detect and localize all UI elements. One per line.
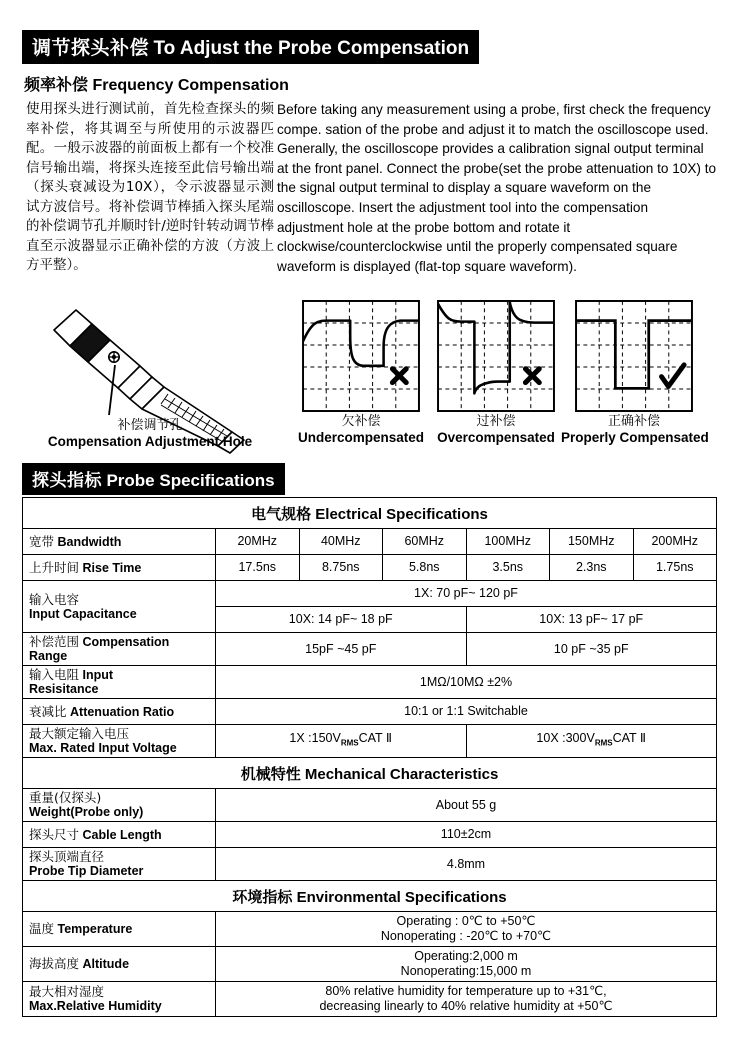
humidity-value [216,982,717,1017]
row-label-cable-length [23,822,216,848]
table-row-max-rated-input-voltage [23,725,717,758]
tip-diameter-value: 4.8mm [216,848,717,881]
bandwidth-value-4: 100MHz [466,529,550,555]
input-resistance-label-en: Input [82,668,114,682]
waveform-1-caption [288,414,434,446]
attenuation-ratio-label-en: Attenuation Ratio [70,704,175,719]
sub-heading [24,72,289,95]
row-label-humidity [23,982,216,1017]
max-voltage-right-sub: RMS [594,738,613,748]
temperature-value-line1: Operating : 0℃ to +50℃ [396,914,536,928]
specs-section-banner [22,463,285,495]
waveform-3-caption-en: Properly Compensated [561,430,709,445]
altitude-label-en: Altitude [82,957,130,971]
waveform-properly-compensated-graph [575,300,693,412]
altitude-value-line2: Nonoperating:15,000 m [400,964,532,978]
waveform-3-caption-cn: 正确补偿 [607,414,660,429]
altitude-label-cn: 海拔高度 [29,956,80,971]
waveform-2-caption-en: Overcompensated [437,430,555,445]
body-paragraph-chinese: 使用探头进行测试前，首先检查探头的频率补偿，将其调至与所使用的示波器匹配。一般示波器的前面板上都有一个校准信号输出端，将探头连接至此信号输出端（探头衰减设为10X），令示波器显示测试方波信号。将补偿调节棒插入探头尾端的补偿调节孔并顺时针/逆时针转动调节棒直至示波器显示正确补偿的方波（方波上方平整）。 [26,101,274,273]
bandwidth-value-5: 150MHz [550,529,634,555]
rise-time-value-2: 8.75ns [299,555,383,581]
waveform-figure-properly-compensated [561,300,707,446]
max-voltage-left-pre: 1X :150V [289,731,341,746]
row-label-input-capacitance [23,581,216,633]
rise-time-label-en: Rise Time [82,560,142,575]
compensation-range-label-en2: Range [29,649,68,663]
weight-label-cn: 重量(仅探头) [29,790,102,805]
section-environmental-cn: 环境指标 [232,887,293,906]
rise-time-label-cn: 上升时间 [29,559,80,575]
section-electrical-cn: 电气规格 [251,504,312,523]
row-label-attenuation-ratio [23,699,216,725]
waveform-3-caption [561,414,707,446]
row-label-bandwidth [23,529,216,555]
cable-length-value: 110±2cm [216,822,717,848]
rise-time-value-6: 1.75ns [633,555,717,581]
max-voltage-right-pre: 10X :300V [536,731,595,746]
max-voltage-value-right [466,725,717,758]
compensation-range-value-left: 15pF ~45 pF [216,633,467,666]
attenuation-ratio-value: 10:1 or 1:1 Switchable [216,699,717,725]
attenuation-ratio-label-cn: 衰减比 [29,703,67,719]
section-header-environmental [23,881,717,912]
cable-length-label-en: Cable Length [82,827,162,842]
rise-time-value-1: 17.5ns [216,555,300,581]
max-voltage-left-post: CAT Ⅱ [358,731,393,746]
row-label-altitude [23,947,216,982]
table-row-temperature [23,912,717,947]
max-voltage-left-sub: RMS [340,738,359,748]
tip-diameter-label-cn: 探头顶端直径 [29,849,105,864]
row-label-input-resistance [23,666,216,699]
cable-length-label-cn: 探头尺寸 [29,826,80,842]
table-row-section-environmental [23,881,717,912]
main-heading-cn: 调节探头补偿 [32,38,150,59]
specs-heading-cn: 探头指标 [32,471,102,490]
input-capacitance-label-cn: 输入电容 [29,591,80,607]
table-row-tip-diameter [23,848,717,881]
input-capacitance-value-10x-right: 10X: 13 pF~ 17 pF [466,607,717,633]
waveform-figure-overcompensated [423,300,569,446]
rise-time-value-3: 5.8ns [383,555,467,581]
row-label-temperature [23,912,216,947]
waveform-1-caption-cn: 欠补偿 [341,414,381,429]
tip-diameter-label-en: Probe Tip Diameter [29,864,144,878]
compensation-range-value-right: 10 pF ~35 pF [466,633,717,666]
section-electrical-en: Electrical Specifications [315,505,488,523]
row-label-max-rated-input-voltage [23,725,216,758]
probe-caption-cn: 补偿调节孔 [117,418,183,433]
probe-figure-caption [22,418,278,450]
weight-value: About 55 g [216,789,717,822]
max-voltage-label-en: Max. Rated Input Voltage [29,741,177,755]
bandwidth-value-2: 40MHz [299,529,383,555]
humidity-value-line1: 80% relative humidity for temperature up to +31℃, [325,984,607,998]
main-heading-en: To Adjust the Probe Compensation [153,38,470,59]
row-label-rise-time [23,555,216,581]
sub-heading-en: Frequency Compensation [92,77,289,94]
compensation-range-label-en: Compensation [82,635,170,649]
altitude-value-line1: Operating:2,000 m [414,949,518,963]
temperature-label-en: Temperature [57,922,133,936]
bandwidth-value-3: 60MHz [383,529,467,555]
table-row-section-electrical [23,498,717,529]
section-header-electrical [23,498,717,529]
bandwidth-value-1: 20MHz [216,529,300,555]
table-row-weight [23,789,717,822]
table-row-attenuation-ratio [23,699,717,725]
waveform-2-caption-cn: 过补偿 [476,414,516,429]
table-row-rise-time [23,555,717,581]
section-environmental-en: Environmental Specifications [296,888,507,906]
row-label-weight [23,789,216,822]
temperature-label-cn: 温度 [29,921,55,936]
input-resistance-value: 1MΩ/10MΩ ±2% [216,666,717,699]
waveform-figure-undercompensated [288,300,434,446]
table-row-cable-length [23,822,717,848]
section-mechanical-cn: 机械特性 [240,764,301,783]
table-row-bandwidth [23,529,717,555]
altitude-value [216,947,717,982]
table-row-section-mechanical [23,758,717,789]
table-row-input-resistance [23,666,717,699]
input-resistance-label-cn: 输入电阻 [29,667,80,682]
waveform-overcompensated-graph [437,300,555,412]
table-row-altitude [23,947,717,982]
humidity-value-line2: decreasing linearly to 40% relative humidity at +50℃ [319,999,613,1013]
table-row-compensation-range [23,633,717,666]
max-voltage-value-left [216,725,467,758]
input-capacitance-value-10x-left: 10X: 14 pF~ 18 pF [216,607,467,633]
row-label-tip-diameter [23,848,216,881]
compensation-hole-marker [108,351,120,363]
row-label-compensation-range [23,633,216,666]
bandwidth-value-6: 200MHz [633,529,717,555]
input-resistance-label-en2: Resisitance [29,682,99,696]
rise-time-value-5: 2.3ns [550,555,634,581]
humidity-label-en: Max.Relative Humidity [29,999,162,1013]
rise-time-value-4: 3.5ns [466,555,550,581]
section-header-mechanical [23,758,717,789]
weight-label-en: Weight(Probe only) [29,805,144,819]
bandwidth-label-cn: 宽带 [29,533,55,549]
probe-specifications-table [22,497,717,1017]
body-paragraph-english: Before taking any measurement using a probe, first check the frequency compe. sation of the probe and adjust it to match the oscilloscope used. Generally, the oscilloscope provides a calibration signal output terminal at the front panel. Connect the probe(set the probe attenuation to 10X) to the signal output terminal to display a square waveform on the oscilloscope. Insert the adjustment tool into the compensation adjustment hole at the probe bottom and rotate it clockwise/counterclockwise until the properly compensated square waveform is displayed (flat-top square waveform). [277,102,717,274]
table-row-humidity [23,982,717,1017]
main-section-banner [22,30,479,64]
max-voltage-label-cn: 最大额定输入电压 [29,726,130,741]
input-capacitance-label-en: Input Capacitance [29,606,137,621]
temperature-value-line2: Nonoperating : -20℃ to +70℃ [380,929,552,943]
waveform-undercompensated-graph [302,300,420,412]
specs-heading-en: Probe Specifications [106,471,275,490]
waveform-1-caption-en: Undercompensated [297,430,425,445]
bandwidth-label-en: Bandwidth [57,534,122,549]
probe-caption-en: Compensation Adjustment Hole [47,434,253,449]
max-voltage-right-post: CAT Ⅱ [612,731,647,746]
temperature-value [216,912,717,947]
waveform-2-caption [423,414,569,446]
compensation-range-label-cn: 补偿范围 [29,634,80,649]
table-row-input-capacitance-1x [23,581,717,607]
humidity-label-cn: 最大相对湿度 [29,984,105,999]
section-mechanical-en: Mechanical Characteristics [304,765,499,783]
sub-heading-cn: 频率补偿 [24,77,89,94]
input-capacitance-value-1x: 1X: 70 pF~ 120 pF [216,581,717,607]
